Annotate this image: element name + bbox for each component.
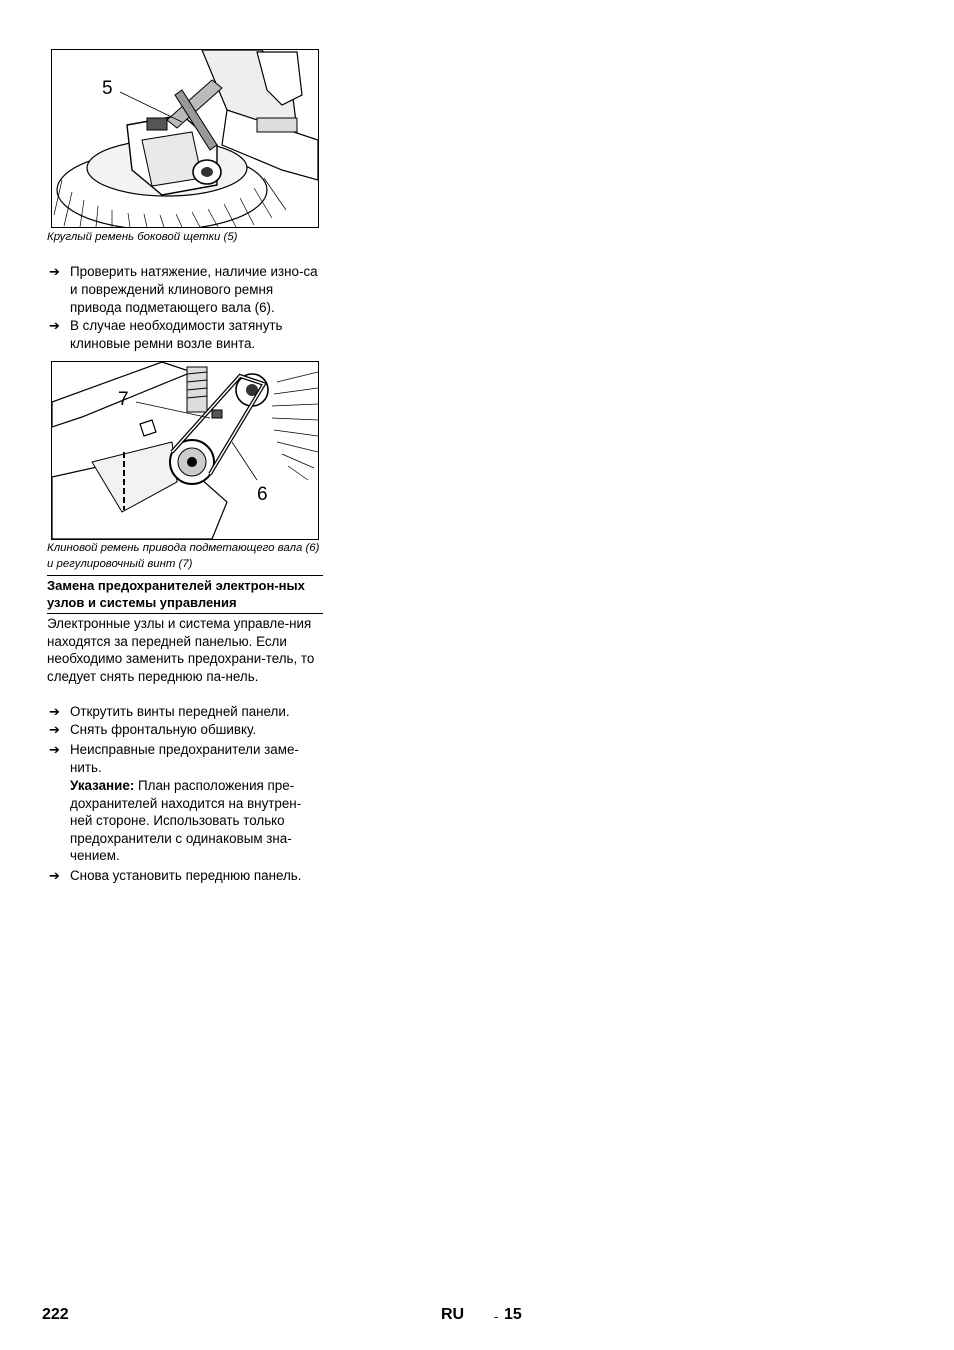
list-item: ➔ Открутить винты передней панели. — [49, 704, 290, 719]
section-intro: Электронные узлы и система управле-ния находятся за передней панелью. Если необходимо заменить предохрани-тель, то следует снять переднюю па-нель. — [47, 616, 315, 684]
arrow-icon: ➔ — [49, 742, 60, 757]
callout-6: 6 — [257, 484, 268, 505]
figure-caption: Клиновой ремень привода подметающего вала (6) и регулировочный винт (7) — [47, 542, 320, 570]
arrow-icon: ➔ — [49, 264, 60, 279]
illustration-vbelt — [52, 362, 318, 539]
list-item: ➔ Неисправные предохранители заме-нить. — [49, 742, 299, 775]
section-heading: Замена предохранителей электрон-ных узлов и системы управления — [47, 575, 323, 614]
callout-7: 7 — [118, 389, 129, 410]
list-item: ➔ Снова установить переднюю панель. — [49, 868, 302, 883]
note-text: План расположения пре-дохранителей находится на внутрен-ней стороне. Использовать только предохранители с одинаковым зна-чением. — [70, 778, 302, 864]
page-number: 222 — [42, 1306, 69, 1323]
arrow-icon: ➔ — [49, 704, 60, 719]
illustration-side-brush — [52, 50, 318, 227]
list-item: ➔ В случае необходимости затянуть клиновые ремни возле винта. — [49, 318, 283, 351]
callout-5: 5 — [102, 78, 113, 99]
list-item: ➔ Снять фронтальную обшивку. — [49, 722, 257, 737]
language-code: RU — [441, 1306, 465, 1323]
note-label: Указание: — [70, 778, 135, 793]
arrow-icon: ➔ — [49, 722, 60, 737]
figure-side-brush-belt — [51, 49, 319, 228]
arrow-icon: ➔ — [49, 318, 60, 333]
section-page-number: 15 — [504, 1306, 522, 1323]
figure-vbelt-drive — [51, 361, 319, 540]
figure-caption: Круглый ремень боковой щетки (5) — [47, 231, 238, 243]
list-item: ➔ Проверить натяжение, наличие изно-са и повреждений клинового ремня привода подметающего вала (6). — [49, 264, 318, 315]
note-block — [70, 777, 323, 865]
footer-dash: - — [494, 1309, 499, 1324]
arrow-icon: ➔ — [49, 868, 60, 883]
